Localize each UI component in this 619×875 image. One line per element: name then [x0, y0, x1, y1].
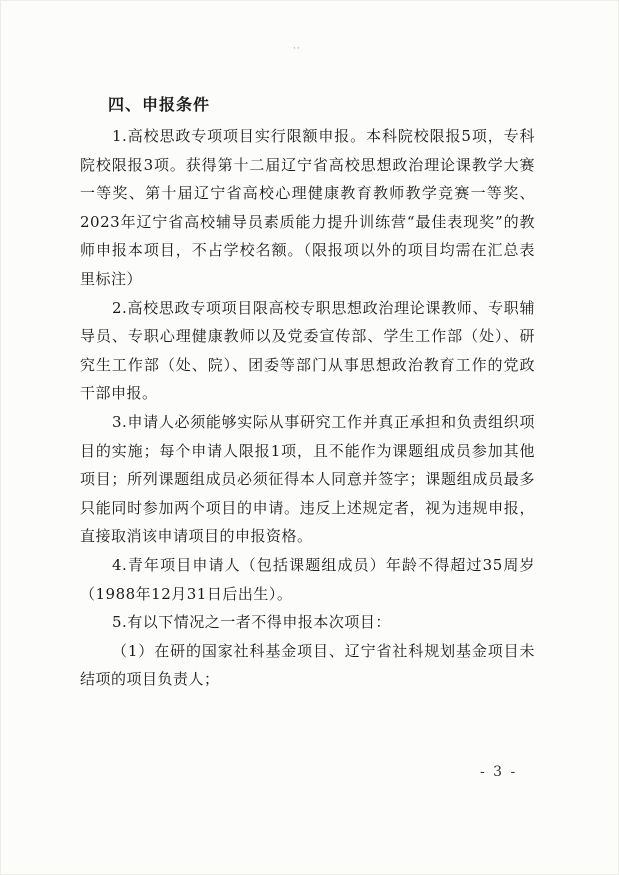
document-body — [80, 92, 535, 694]
paragraph-1: 1.高校思政专项项目实行限额申报。本科院校限报5项，专科院校限报3项。获得第十二届辽宁省高校思想政治理论课教学大赛一等奖、第十届辽宁省高校心理健康教育教师教学竞赛一等奖、2023年辽宁省高校辅导员素质能力提升训练营“最佳表现奖”的教师申报本项目，不占学校名额。（限报项以外的项目均需在汇总表里标注） — [80, 127, 535, 288]
page-number: - 3 - — [480, 764, 518, 780]
section-heading: 四、申报条件 — [108, 95, 211, 114]
paragraph-6: （1）在研的国家社科基金项目、辽宁省社科规划基金项目未结项的项目负责人； — [80, 641, 535, 689]
paragraph-5: 5.有以下情况之一者不得申报本次项目： — [112, 613, 391, 632]
header-mark: ·· — [293, 44, 301, 54]
paragraph-4: 4.青年项目申请人（包括课题组成员）年龄不得超过35周岁（1988年12月31日后出生）。 — [80, 555, 535, 603]
paragraph-2: 2.高校思政专项项目限高校专职思想政治理论课教师、专职辅导员、专职心理健康教师以及党委宣传部、学生工作部（处）、研究生工作部（处、院）、团委等部门从事思想政治教育工作的党政干部申报。 — [80, 298, 535, 403]
paragraph-3: 3.申请人必须能够实际从事研究工作并真正承担和负责组织项目的实施；每个申请人限报1项，且不能作为课题组成员参加其他项目；所列课题组成员必须征得本人同意并签字；课题组成员最多只能同时参加两个项目的申请。违反上述规定者，视为违规申报，直接取消该申请项目的申报资格。 — [80, 412, 535, 546]
